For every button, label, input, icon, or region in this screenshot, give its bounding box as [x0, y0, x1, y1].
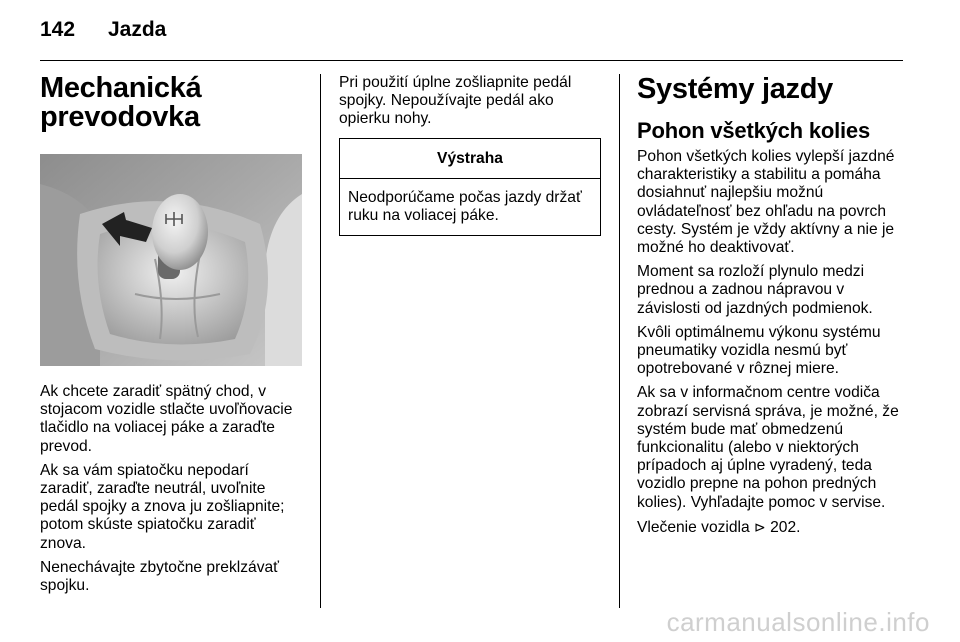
column-drive-systems — [637, 74, 905, 537]
gear-lever-photo — [40, 154, 302, 366]
paragraph: Pohon všetkých kolies vylepší jazdné charakteristiky a stabilitu a pomáha dosiahnuť najlepšiu možnú ovládateľnosť bez ohľadu na povrch cesty. Systém je vždy aktívny a nie je možné ho deaktivovať. — [637, 148, 895, 257]
warning-box — [339, 138, 601, 236]
paragraph: Ak chcete zaradiť spätný chod, v stojacom vozidle stlačte uvoľňovacie tlačidlo na voliacej páke a zaraďte prevod. — [40, 383, 293, 455]
warning-title: Výstraha — [340, 139, 600, 179]
section-heading: Mechanická prevodovka — [40, 72, 202, 133]
cross-reference: Vlečenie vozidla ⊳ 202. — [637, 518, 801, 536]
subsection-heading: Pohon všetkých kolies — [637, 118, 870, 143]
paragraph: Pri použití úplne zošliapnite pedál spojky. Nepoužívajte pedál ako opierku nohy. — [339, 74, 572, 128]
column-manual-transmission — [40, 74, 302, 595]
watermark-text: carmanualsonline.info — [666, 607, 930, 637]
column-clutch-notes — [339, 74, 601, 236]
page-number: 142 — [40, 18, 76, 41]
warning-text: Neodporúčame počas jazdy držať ruku na voliacej páke. — [348, 188, 582, 224]
paragraph: Nenechávajte zbytočne preklzávať spojku. — [40, 558, 280, 595]
paragraph: Ak sa v informačnom centre vodiča zobrazí servisná správa, je možné, že systém bude mať obmedzenú funkcionalitu (alebo v niektorých prípadoch aj úplne vyradený, teda vozidlo prepne na pohon predných kolies). Vyhľadajte pomoc v servise. — [637, 384, 899, 511]
paragraph: Moment sa rozloží plynulo medzi prednou a zadnou nápravou v závislosti od jazdných podmienok. — [637, 263, 873, 317]
column-divider — [619, 74, 620, 608]
section-heading: Systémy jazdy — [637, 73, 833, 105]
paragraph: Ak sa vám spiatočku nepodarí zaradiť, zaraďte neutrál, uvoľnite pedál spojky a znova ju zošliapnite; potom skúste spiatočku zaradiť znova. — [40, 461, 285, 552]
page-reference-icon: ⊳ — [754, 518, 766, 535]
header-divider — [40, 60, 903, 61]
section-title: Jazda — [108, 18, 167, 41]
column-divider — [320, 74, 321, 608]
paragraph: Kvôli optimálnemu výkonu systému pneumatiky vozidla nesmú byť opotrebované v rôznej miere. — [637, 323, 881, 378]
page-header — [40, 18, 166, 48]
